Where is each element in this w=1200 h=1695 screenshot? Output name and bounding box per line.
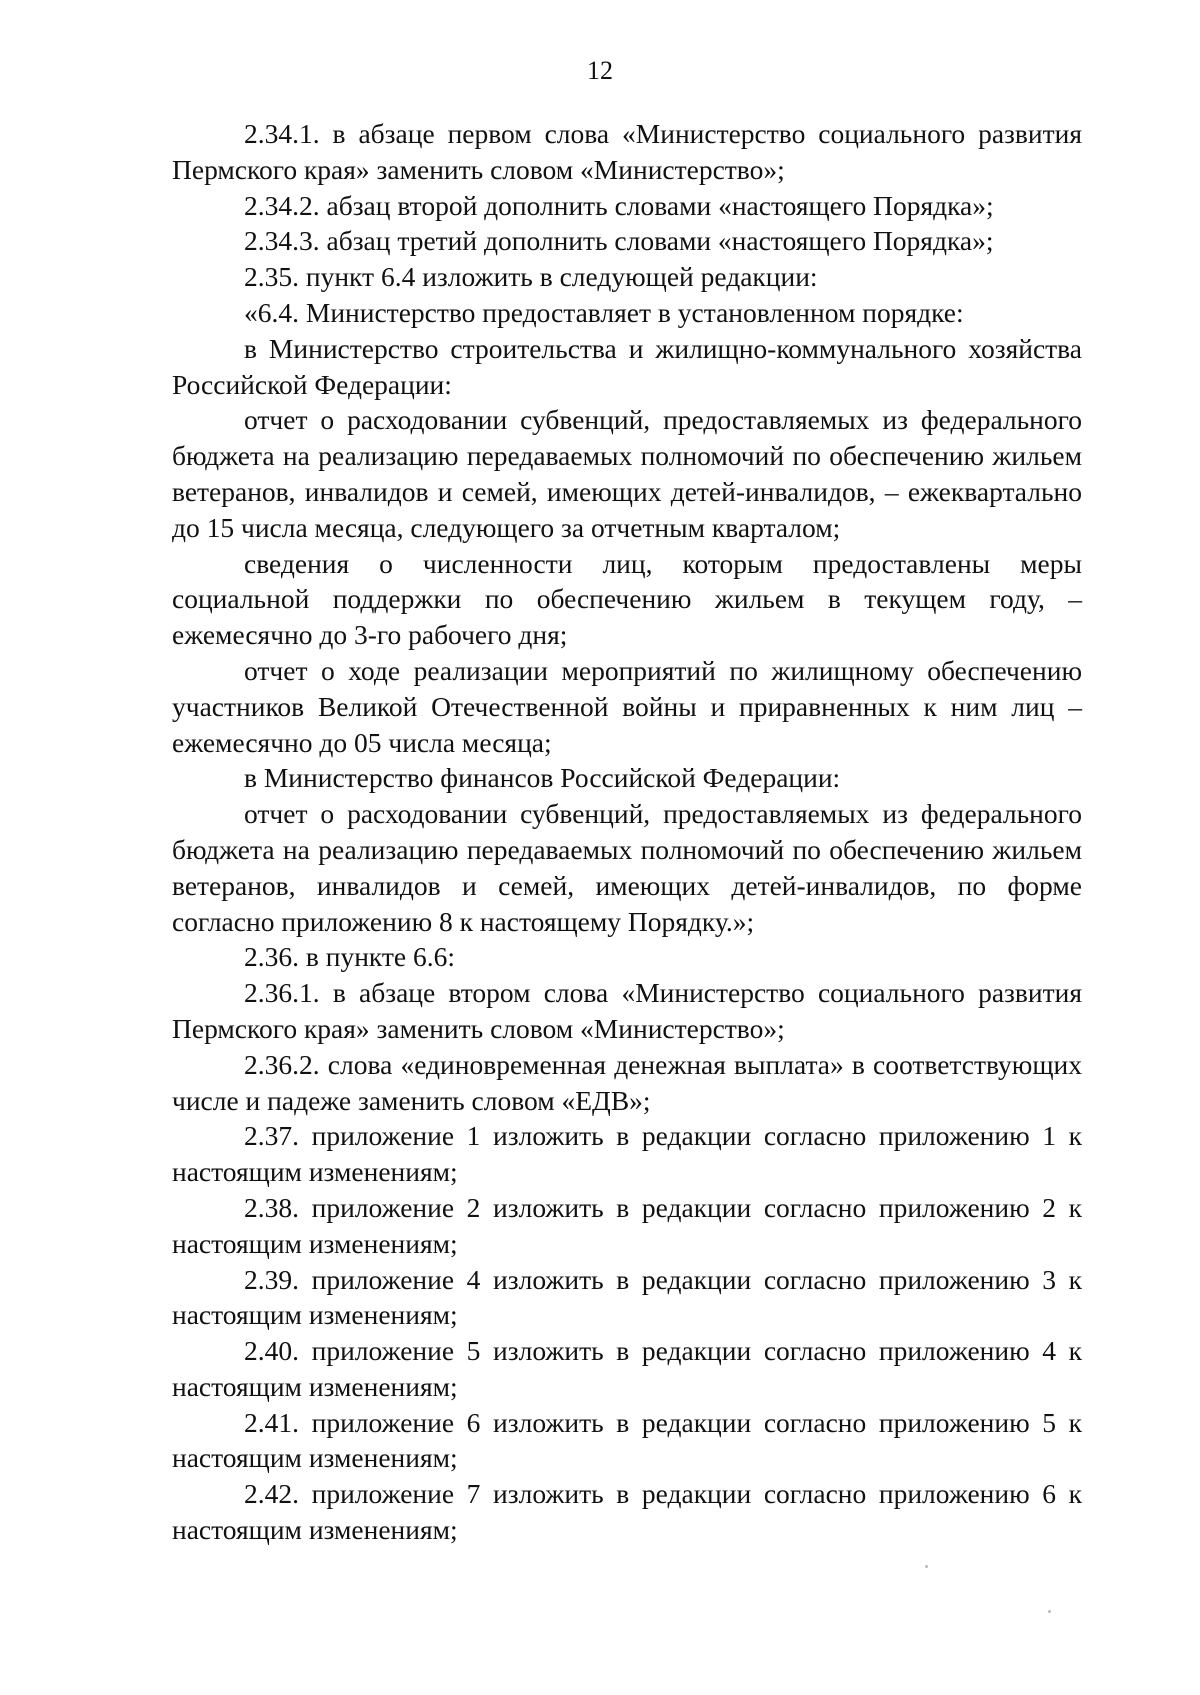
- paragraph: в Министерство строительства и жилищно-коммунального хозяйства Российской Федерации:: [172, 332, 1082, 400]
- paragraph: 2.37. приложение 1 изложить в редакции согласно приложению 1 к настоящим изменениям;: [172, 1120, 1082, 1188]
- paragraph: 2.36.2. слова «единовременная денежная выплата» в соответствующих числе и падеже заменить словом «ЕДВ»;: [172, 1048, 1082, 1116]
- paragraph: 2.42. приложение 7 изложить в редакции согласно приложению 6 к настоящим изменениям;: [172, 1478, 1082, 1546]
- paragraph: 2.34.1. в абзаце первом слова «Министерство социального развития Пермского края» заменить словом «Министерство»;: [172, 118, 1082, 185]
- paragraph: 2.36. в пункте 6.6:: [244, 941, 456, 973]
- page-number: 12: [587, 56, 613, 85]
- paragraph: 2.39. приложение 4 изложить в редакции согласно приложению 3 к настоящим изменениям;: [172, 1263, 1082, 1331]
- paragraph: отчет о расходовании субвенций, предоставляемых из федерального бюджета на реализацию передаваемых полномочий по обеспечению жильем ветеранов, инвалидов и семей, имеющих детей-инвалидов, по форме согласно приложению 8 к настоящему Порядку.»;: [172, 798, 1082, 937]
- paragraph: сведения о численности лиц, которым предоставлены меры социальной поддержки по обеспечению жильем в текущем году, – ежемесячно до 3-го рабочего дня;: [172, 547, 1082, 651]
- paragraph: 2.34.3. абзац третий дополнить словами «настоящего Порядка»;: [244, 225, 994, 257]
- paragraph: 2.34.2. абзац второй дополнить словами «настоящего Порядка»;: [244, 189, 994, 221]
- scan-speck: [925, 1565, 928, 1568]
- paragraph: в Министерство финансов Российской Федерации:: [244, 762, 841, 794]
- scan-speck: [1048, 1610, 1051, 1613]
- paragraph: отчет о ходе реализации мероприятий по жилищному обеспечению участников Великой Отечественной войны и приравненных к ним лиц – ежемесячно до 05 числа месяца;: [172, 654, 1082, 758]
- document-body: [172, 116, 1082, 1548]
- paragraph: «6.4. Министерство предоставляет в установленном порядке:: [244, 296, 964, 328]
- paragraph: 2.38. приложение 2 изложить в редакции согласно приложению 2 к настоящим изменениям;: [172, 1191, 1082, 1259]
- paragraph: 2.41. приложение 6 изложить в редакции согласно приложению 5 к настоящим изменениям;: [172, 1406, 1082, 1474]
- paragraph: 2.40. приложение 5 изложить в редакции согласно приложению 4 к настоящим изменениям;: [172, 1335, 1082, 1402]
- paragraph: 2.35. пункт 6.4 изложить в следующей редакции:: [244, 261, 818, 293]
- paragraph: 2.36.1. в абзаце втором слова «Министерство социального развития Пермского края» заменить словом «Министерство»;: [172, 977, 1082, 1044]
- paragraph: отчет о расходовании субвенций, предоставляемых из федерального бюджета на реализацию передаваемых полномочий по обеспечению жильем ветеранов, инвалидов и семей, имеющих детей-инвалидов, – ежеквартально до 15 числа месяца, следующего за отчетным кварталом;: [172, 404, 1082, 543]
